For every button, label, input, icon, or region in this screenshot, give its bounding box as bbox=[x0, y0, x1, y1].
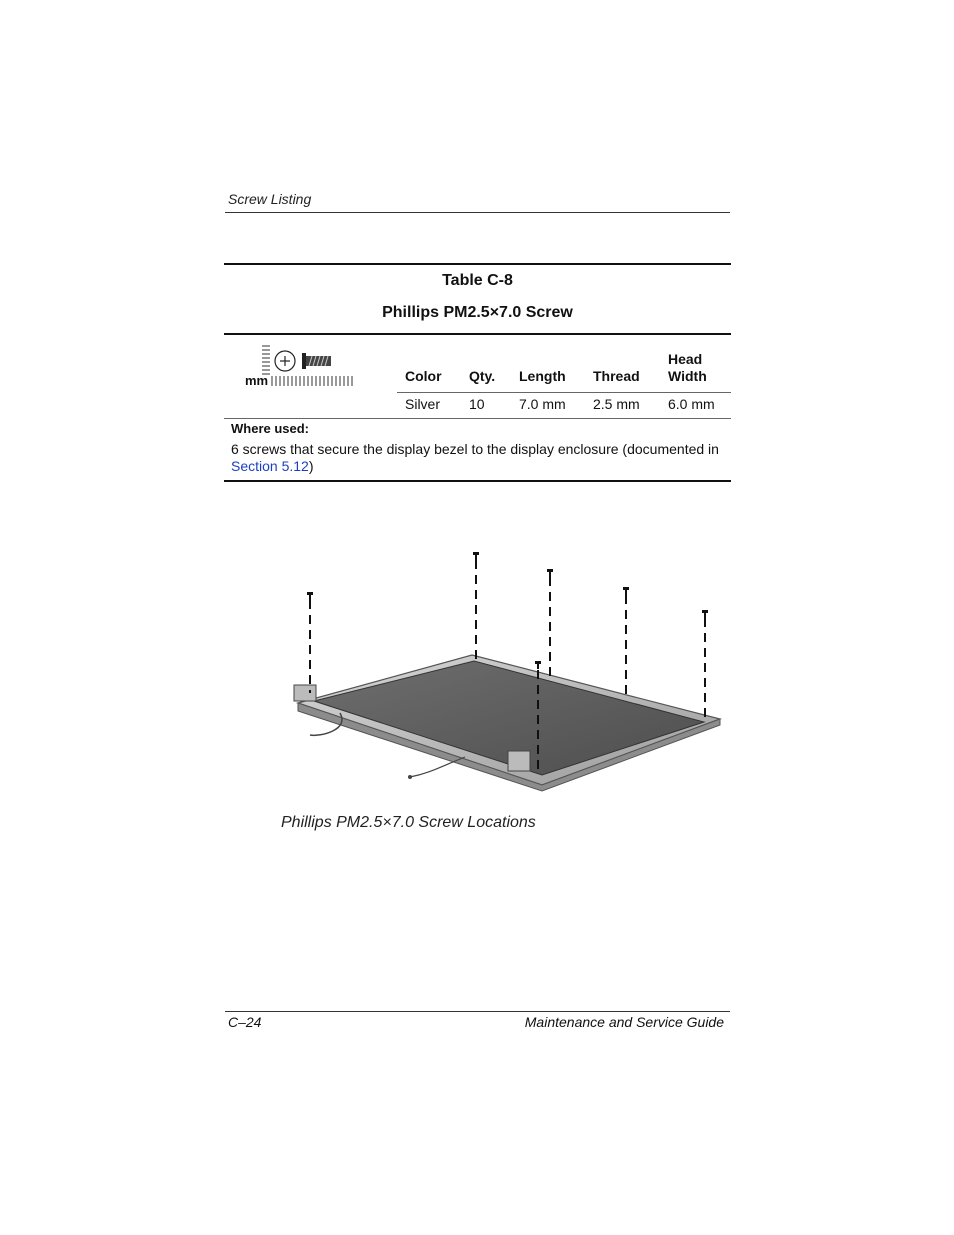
figure-caption: Phillips PM2.5×7.0 Screw Locations bbox=[281, 814, 536, 831]
col-header-head-width-line2: Width bbox=[668, 368, 707, 384]
col-header-qty: Qty. bbox=[469, 368, 496, 384]
col-header-thread: Thread bbox=[593, 368, 640, 384]
header-row-divider bbox=[397, 392, 731, 393]
col-header-head-width bbox=[668, 351, 707, 385]
running-header: Screw Listing bbox=[228, 191, 312, 207]
where-used-label: Where used: bbox=[231, 421, 310, 436]
table-title: Phillips PM2.5×7.0 Screw bbox=[382, 304, 573, 321]
cell-color: Silver bbox=[405, 396, 441, 412]
section-link[interactable]: Section 5.12 bbox=[231, 458, 309, 474]
where-used-suffix: ) bbox=[308, 458, 314, 474]
cell-length: 7.0 mm bbox=[519, 396, 566, 412]
cell-qty: 10 bbox=[469, 396, 485, 412]
table-bottom-rule bbox=[224, 480, 731, 482]
table-top-rule bbox=[224, 263, 731, 265]
display-bezel-illustration bbox=[280, 545, 740, 795]
table-header-rule bbox=[224, 333, 731, 335]
where-used-body: 6 screws that secure the display bezel to the display enclosure (documented in bbox=[231, 441, 719, 457]
scale-unit-label: mm bbox=[245, 373, 269, 388]
header-divider bbox=[225, 212, 730, 213]
where-used-text bbox=[231, 441, 726, 475]
page-number: C–24 bbox=[228, 1014, 262, 1030]
col-header-length: Length bbox=[519, 368, 566, 384]
guide-title: Maintenance and Service Guide bbox=[524, 1014, 724, 1030]
col-header-head-width-line1: Head bbox=[668, 351, 703, 367]
cell-head-width: 6.0 mm bbox=[668, 396, 715, 412]
footer-divider bbox=[225, 1011, 730, 1012]
table-number: Table C-8 bbox=[442, 272, 513, 289]
col-header-color: Color bbox=[405, 368, 442, 384]
cell-thread: 2.5 mm bbox=[593, 396, 640, 412]
row-divider bbox=[224, 418, 731, 419]
